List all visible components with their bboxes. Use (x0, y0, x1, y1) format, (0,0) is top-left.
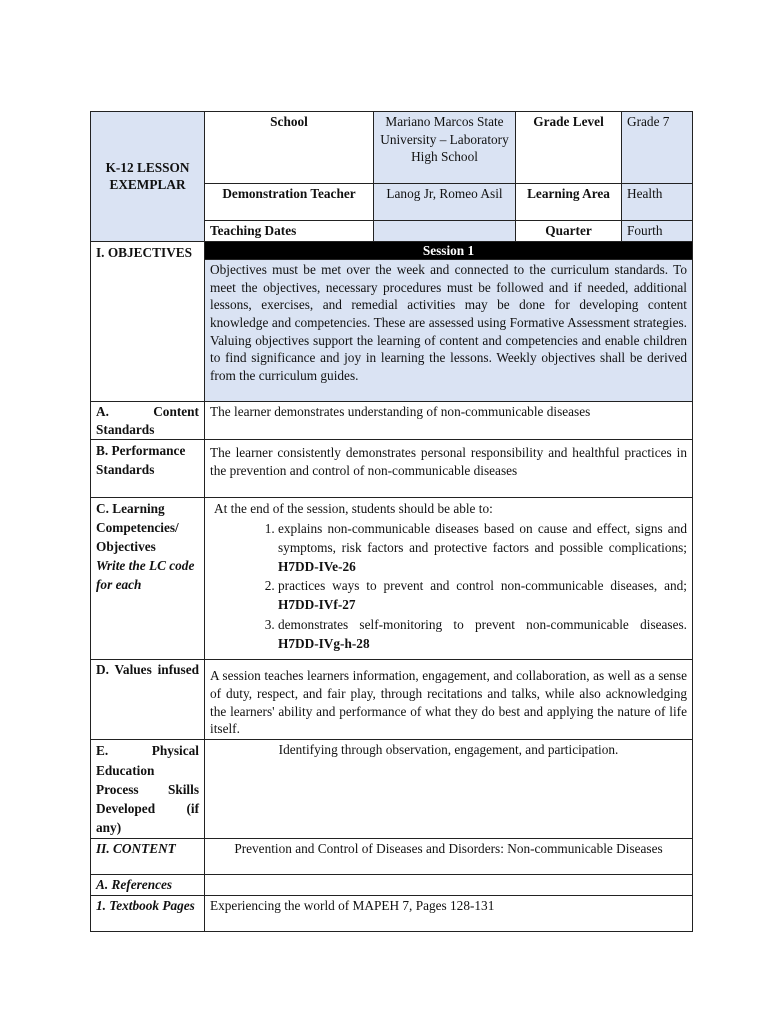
textbook-label: 1. Textbook Pages (91, 895, 205, 931)
references-text (205, 875, 693, 896)
quarter-value: Fourth (622, 221, 693, 242)
competencies-list (210, 519, 687, 653)
content-text: Prevention and Control of Diseases and Disorders: Non-communicable Diseases (205, 839, 693, 875)
lc-code: H7DD-IVe-26 (278, 558, 356, 574)
objectives-text: Objectives must be met over the week and connected to the curriculum standards. To meet the objectives, necessary procedures must be followed and if needed, additional lessons, exercises, and remedial activities may be done for developing content knowledge and competencies. These are assessed using Formative Assessment strategies. Valuing objectives support the learning of content and competencies and enable children to find significance and joy in learning the lessons. Weekly objectives shall be derived from the curriculum guides. (205, 260, 693, 402)
performance-standards-text: The learner consistently demonstrates personal responsibility and healthful practices in the prevention and control of non-communicable diseases (205, 440, 693, 498)
objectives-label: I. OBJECTIVES (91, 241, 205, 402)
learning-area-value: Health (622, 184, 693, 221)
grade-level-label: Grade Level (516, 112, 622, 184)
competency-item: 2. practices ways to prevent and control non-communicable diseases, and; H7DD-IVf-27 (278, 576, 687, 614)
teacher-value: Lanog Jr, Romeo Asil (374, 184, 516, 221)
grade-level-value: Grade 7 (622, 112, 693, 184)
skills-label: E. Physical Education Process Skills Developed (if any) (91, 740, 205, 839)
teaching-dates-value (374, 221, 516, 242)
competencies-content (205, 498, 693, 660)
performance-standards-label: B. Performance Standards (91, 440, 205, 498)
exemplar-title: K-12 LESSON EXEMPLAR (91, 112, 205, 242)
teacher-label: Demonstration Teacher (205, 184, 374, 221)
quarter-label: Quarter (516, 221, 622, 242)
content-label: II. CONTENT (91, 839, 205, 875)
school-label: School (205, 112, 374, 184)
competency-item: 1. explains non-communicable diseases based on cause and effect, signs and symptoms, risk factors and protective factors and possible complications; H7DD-IVe-26 (278, 519, 687, 577)
competencies-label-cell (91, 498, 205, 660)
lesson-plan-table (90, 111, 693, 932)
session-header: Session 1 (205, 241, 693, 260)
lc-code: H7DD-IVf-27 (278, 597, 356, 613)
textbook-text: Experiencing the world of MAPEH 7, Pages 128-131 (205, 895, 693, 931)
lc-code: H7DD-IVg-h-28 (278, 635, 370, 651)
lesson-exemplar-document (90, 111, 692, 932)
content-standards-text: The learner demonstrates understanding of non-communicable diseases (205, 402, 693, 440)
references-label: A. References (91, 875, 205, 896)
competencies-intro: At the end of the session, students should be able to: (214, 501, 493, 517)
learning-area-label: Learning Area (516, 184, 622, 221)
school-value: Mariano Marcos State University – Laboratory High School (374, 112, 516, 184)
teaching-dates-label: Teaching Dates (205, 221, 374, 242)
values-text: A session teaches learners information, engagement, and collaboration, as well as a sense of duty, respect, and fair play, through recitations and talks, while also acknowledging the learners' ability and performance of what they do best and applying the nature of life itself. (205, 660, 693, 740)
competency-item: 3. demonstrates self-monitoring to prevent non-communicable diseases. H7DD-IVg-h-28 (278, 615, 687, 653)
skills-text: Identifying through observation, engagement, and participation. (205, 740, 693, 839)
content-standards-label: A. Content Standards (91, 402, 205, 440)
values-label: D. Values infused (91, 660, 205, 740)
competencies-label: C. Learning Competencies/ Objectives (96, 501, 179, 555)
competencies-note: Write the LC code for each (96, 558, 195, 593)
